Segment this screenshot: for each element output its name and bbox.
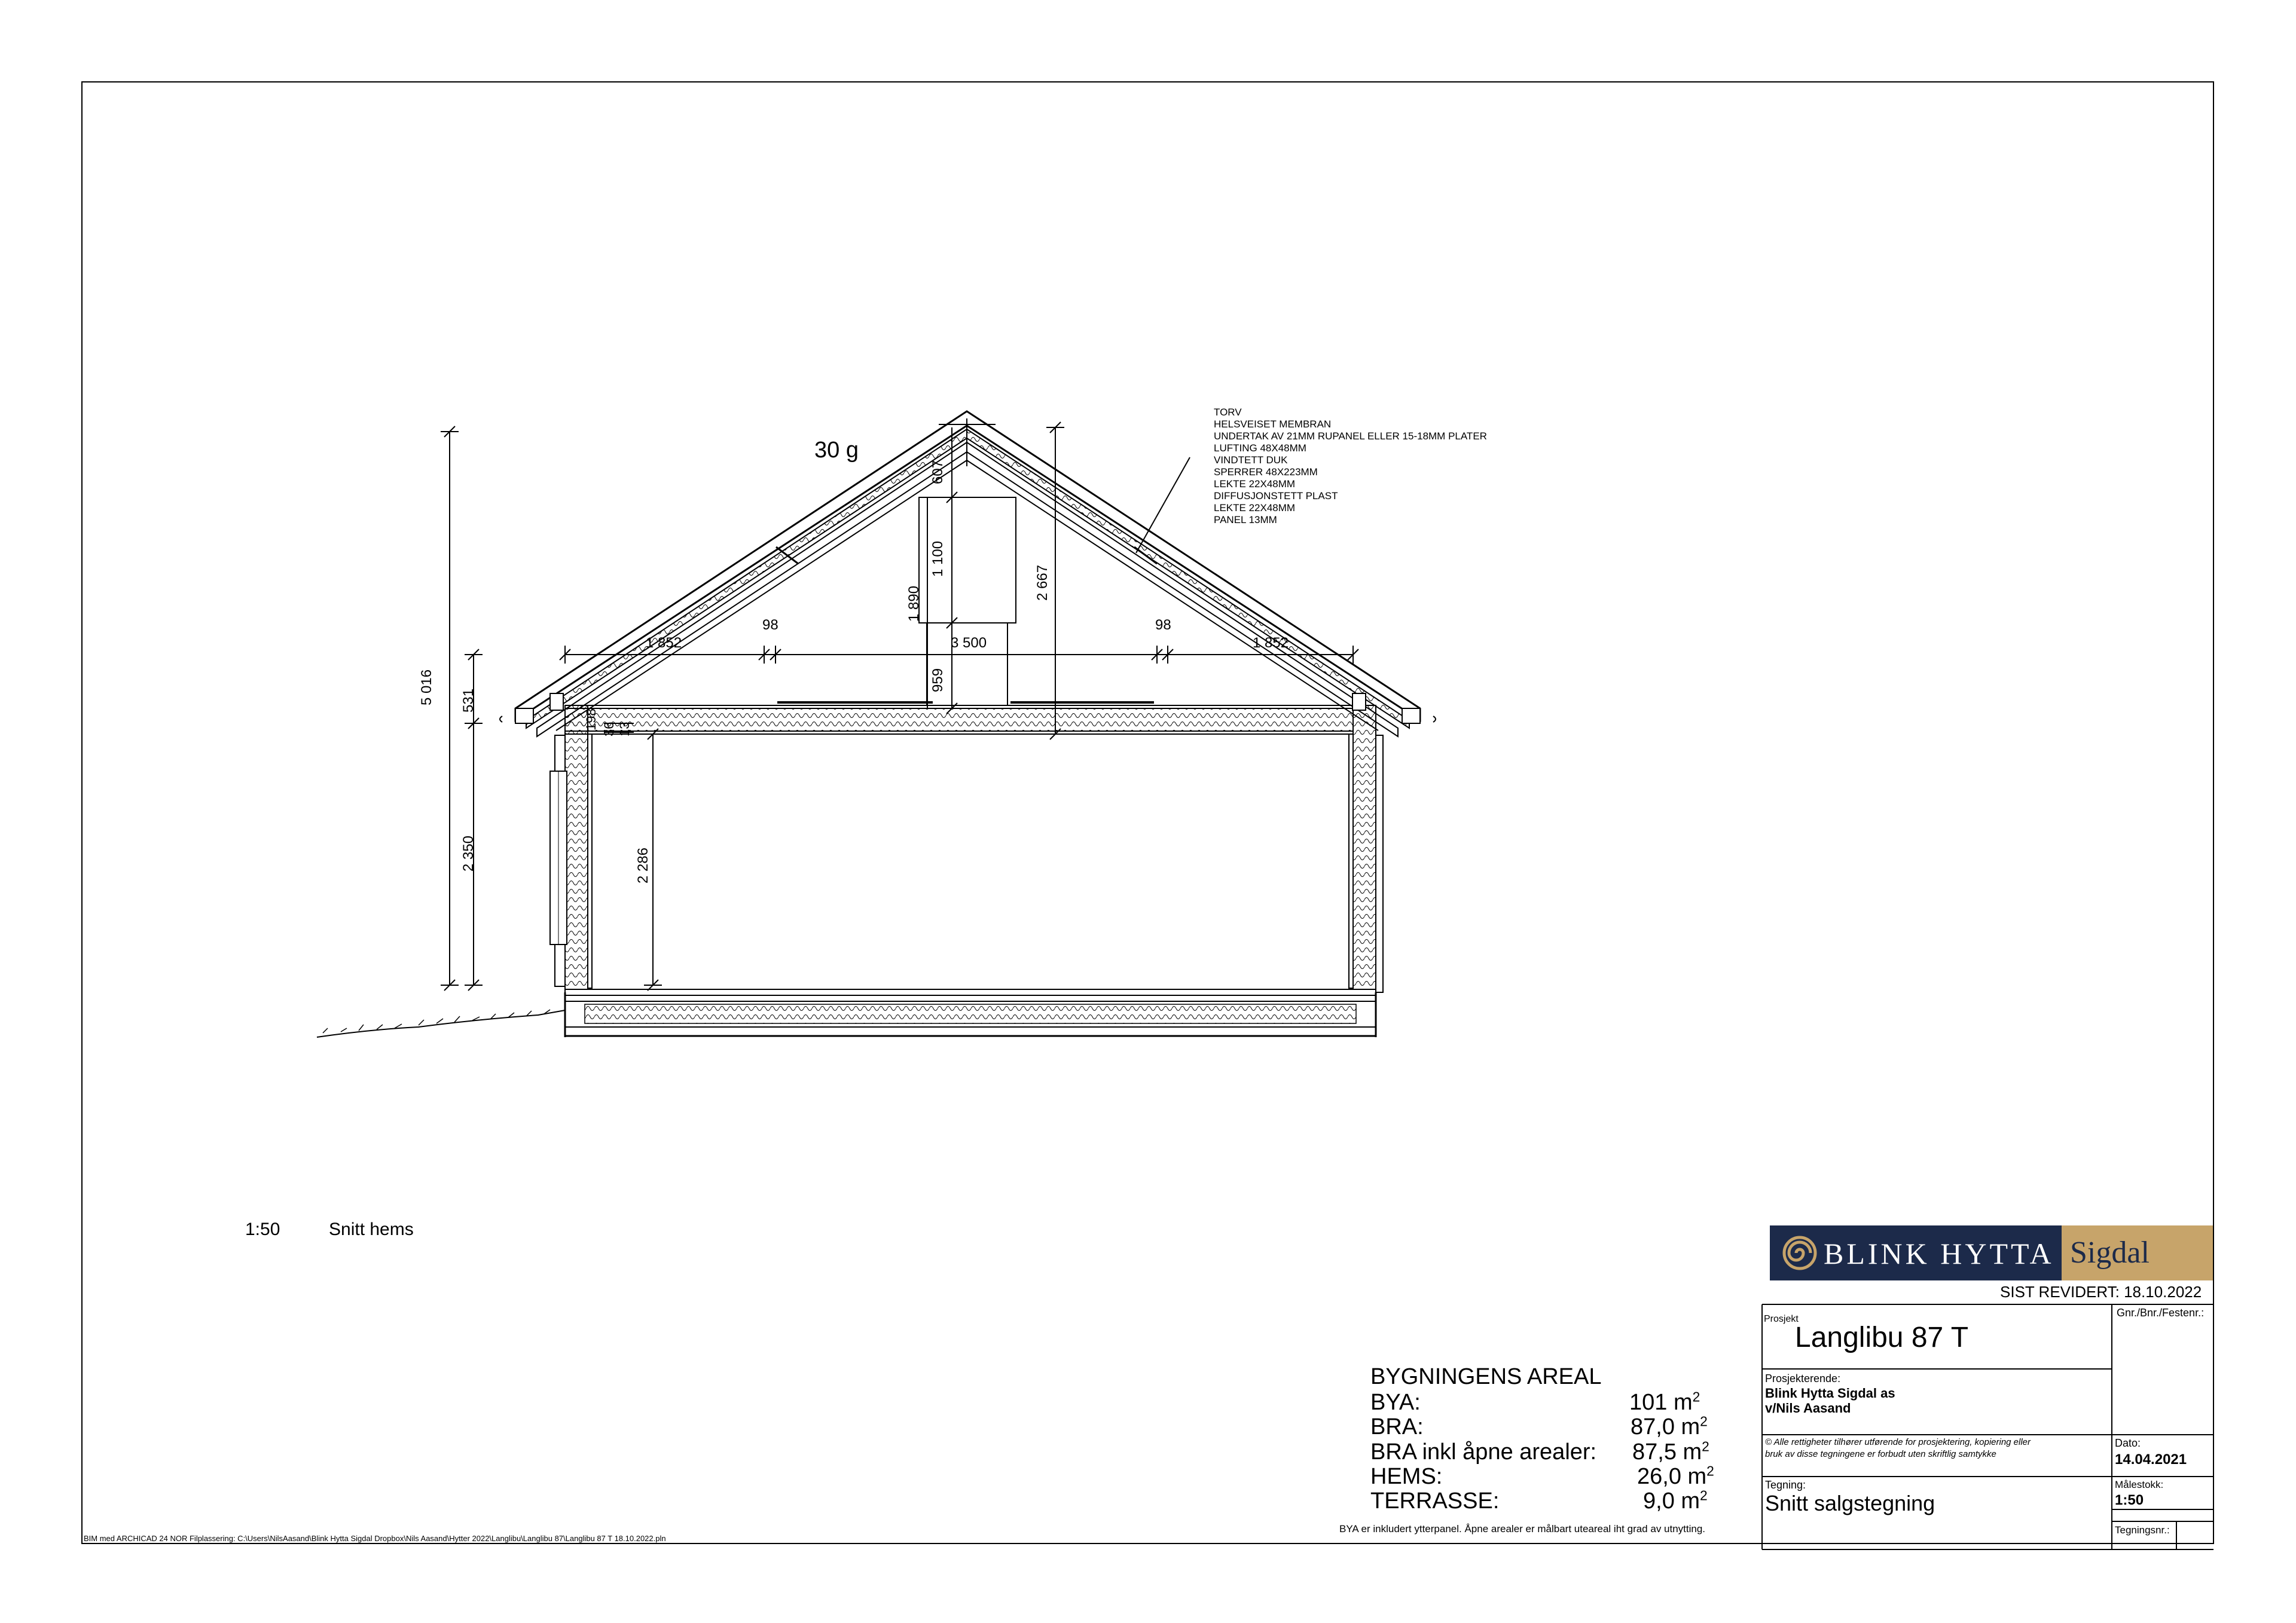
section-name: Snitt hems: [329, 1219, 414, 1239]
ground-floor: [565, 989, 1376, 1037]
dim-box-1890: 1 890: [906, 585, 922, 622]
scale-label: Målestokk:: [2115, 1479, 2164, 1490]
layer-item: HELSVEISET MEMBRAN: [1214, 418, 1332, 430]
section-scale: 1:50: [245, 1219, 280, 1239]
designer-person: v/Nils Aasand: [1765, 1401, 1851, 1416]
area-value-hems: 26,0 $m^2$: [1637, 1463, 1714, 1489]
scale-value: 1:50: [2115, 1492, 2144, 1508]
areas-note: BYA er inkludert ytterpanel. Åpne arealer er målbart uteareal iht grad av utnytting.: [1339, 1523, 1706, 1535]
designer-company: Blink Hytta Sigdal as: [1765, 1386, 1895, 1401]
drawing-number-label: Tegningsnr.:: [2115, 1524, 2170, 1536]
layer-item: TORV: [1214, 406, 1242, 418]
project-label: Prosjekt: [1764, 1314, 1799, 1324]
dim-ridge-2667: 2 667: [1034, 564, 1051, 601]
gnr-label: Gnr./Bnr./Festenr.:: [2117, 1307, 2205, 1319]
file-path: BIM med ARCHICAD 24 NOR Filplassering: C:\Users\NilsAasand\Blink Hytta Sigdal Dropbox\Nils Aasand\Hytter 2022\Langlibu\Langlibu 87\Langlibu 87 T 18.10.2022.pln: [84, 1534, 666, 1543]
area-label-bra-open: BRA inkl åpne arealer:: [1370, 1439, 1597, 1465]
dim-total-height: 5 016: [419, 669, 435, 705]
dim-wall-height: 2 350: [460, 835, 477, 872]
layer-item: PANEL 13MM: [1214, 514, 1277, 525]
layer-item: LEKTE 22X48MM: [1214, 478, 1296, 490]
dim-span-right: 1 852: [1253, 635, 1289, 651]
layer-item: UNDERTAK AV 21MM RUPANEL ELLER 15-18MM PLATER: [1214, 430, 1487, 442]
dim-floor-13: 13: [617, 722, 632, 736]
drawing-label: Tegning:: [1765, 1479, 1806, 1491]
brand-name: BLINK HYTTA: [1824, 1237, 2054, 1270]
dim-span-left: 1 852: [646, 635, 682, 651]
dim-upper-531: 531: [460, 688, 477, 713]
loft-floor: [565, 702, 1353, 734]
dim-span-center: 3 500: [951, 635, 987, 651]
designer-label: Prosjekterende:: [1765, 1373, 1841, 1384]
date-value: 14.04.2021: [2115, 1451, 2187, 1468]
layer-leader: [1136, 457, 1190, 553]
date-label: Dato:: [2115, 1437, 2141, 1449]
dim-floor-198: 198: [584, 708, 599, 730]
area-label-hems: HEMS:: [1370, 1464, 1443, 1489]
area-value-bya: 101 $m^2$: [1629, 1389, 1700, 1415]
layer-item: DIFFUSJONSTETT PLAST: [1214, 490, 1338, 502]
dim-ridge-607: 607: [930, 460, 946, 484]
layer-item: VINDTETT DUK: [1214, 454, 1288, 466]
area-value-terrasse: 9,0 $m^2$: [1643, 1487, 1708, 1514]
layer-item: LEKTE 22X48MM: [1214, 502, 1296, 514]
dim-floor-36: 36: [602, 722, 616, 736]
copyright-line2: bruk av disse tegningene er forbudt uten skriftlig samtykke: [1765, 1449, 1996, 1459]
brand-region: Sigdal: [2070, 1236, 2150, 1270]
area-label-terrasse: TERRASSE:: [1370, 1488, 1500, 1514]
dim-loft-959: 959: [930, 668, 946, 692]
dim-gap-right: 98: [1155, 617, 1171, 633]
dim-gap-left: 98: [762, 617, 778, 633]
project-name: Langlibu 87 T: [1795, 1322, 1969, 1353]
revised-date: SIST REVIDERT: 18.10.2022: [2000, 1283, 2202, 1301]
walls: [550, 693, 1383, 992]
area-value-bra-open: 87,5 $m^2$: [1632, 1438, 1709, 1465]
layer-item: LUFTING 48X48MM: [1214, 442, 1306, 454]
layer-list: [1214, 406, 1487, 526]
area-value-bra: 87,0 $m^2$: [1631, 1413, 1708, 1439]
dim-box-1100: 1 100: [930, 540, 946, 577]
roof-pitch-label: 30 g: [814, 438, 859, 463]
copyright-line1: © Alle rettigheter tilhører utførende for prosjektering, kopiering eller: [1765, 1437, 2031, 1447]
dim-room-2286: 2 286: [635, 847, 651, 884]
area-label-bya: BYA:: [1370, 1390, 1421, 1415]
area-label-bra: BRA:: [1370, 1414, 1424, 1439]
areas-title: BYGNINGENS AREAL: [1370, 1364, 1602, 1389]
drawing-value: Snitt salgstegning: [1765, 1491, 1935, 1515]
layer-item: SPERRER 48X223MM: [1214, 466, 1318, 478]
